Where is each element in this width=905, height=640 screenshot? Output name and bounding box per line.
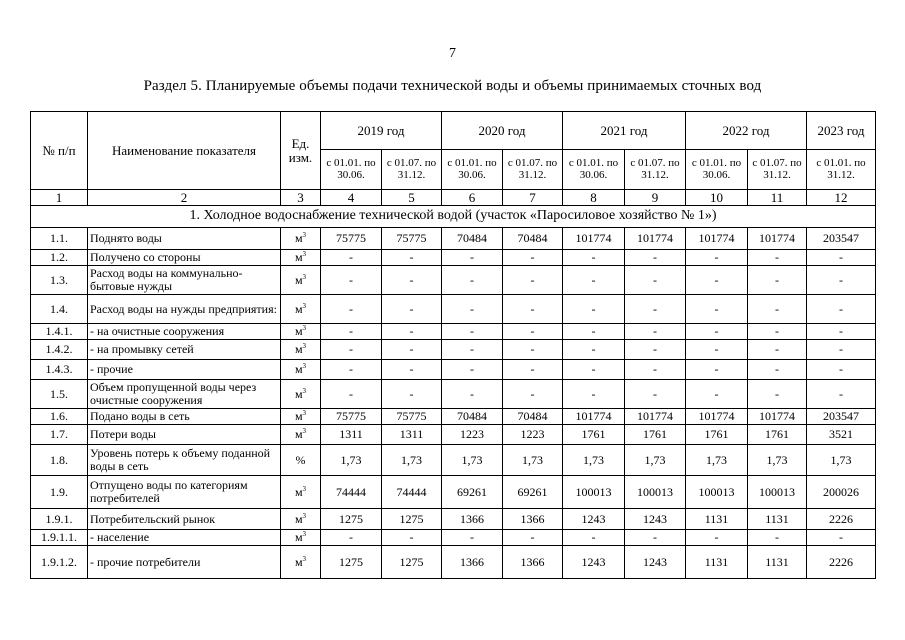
row-value: 75775 (321, 228, 382, 250)
row-value: - (321, 380, 382, 409)
row-number: 1.4.1. (31, 324, 88, 340)
row-unit (281, 228, 321, 250)
row-value: 75775 (321, 409, 382, 425)
unit-exponent: 3 (302, 484, 307, 493)
header-period: с 01.01. по 31.12. (807, 150, 876, 190)
row-value: - (442, 266, 503, 295)
row-value: 1,73 (382, 445, 442, 476)
row-number: 1.4.3. (31, 360, 88, 380)
row-value: 1,73 (442, 445, 503, 476)
row-unit (281, 266, 321, 295)
row-value: 75775 (382, 228, 442, 250)
row-number: 1.6. (31, 409, 88, 425)
row-value: 1366 (442, 509, 503, 530)
row-value: - (442, 324, 503, 340)
header-period: с 01.07. по 31.12. (748, 150, 807, 190)
row-indicator-name: Потери воды (88, 425, 281, 445)
table-row (31, 476, 876, 509)
row-value: - (382, 266, 442, 295)
column-number: 12 (807, 190, 876, 206)
row-value: 1,73 (807, 445, 876, 476)
row-value: 101774 (625, 228, 686, 250)
row-value: 70484 (442, 409, 503, 425)
table-row (31, 509, 876, 530)
table-row (31, 340, 876, 360)
row-value: 69261 (442, 476, 503, 509)
unit-base: м (294, 250, 303, 265)
row-value: 1223 (503, 425, 563, 445)
row-value: - (382, 295, 442, 324)
row-value: - (321, 295, 382, 324)
row-value: - (625, 250, 686, 266)
column-number: 1 (31, 190, 88, 206)
row-value: - (563, 380, 625, 409)
row-value: - (503, 324, 563, 340)
row-indicator-name: Поднято воды (88, 228, 281, 250)
column-number: 2 (88, 190, 281, 206)
row-value: - (503, 250, 563, 266)
header-num: № п/п (31, 112, 88, 190)
row-unit (281, 476, 321, 509)
row-indicator-name: - на очистные сооружения (88, 324, 281, 340)
row-value: 1311 (321, 425, 382, 445)
row-value: - (382, 360, 442, 380)
unit-base: м (294, 427, 303, 442)
row-number: 1.1. (31, 228, 88, 250)
row-value: - (625, 295, 686, 324)
row-value: 100013 (563, 476, 625, 509)
row-value: 101774 (686, 409, 748, 425)
row-value: 101774 (625, 409, 686, 425)
table-row (31, 250, 876, 266)
column-number: 9 (625, 190, 686, 206)
row-value: 70484 (442, 228, 503, 250)
row-number: 1.9.1.2. (31, 546, 88, 579)
row-value: 1275 (382, 546, 442, 579)
row-value: 1,73 (748, 445, 807, 476)
row-number: 1.5. (31, 380, 88, 409)
row-value: - (686, 380, 748, 409)
row-indicator-name: Расход воды на коммунально-бытовые нужды (88, 266, 281, 295)
row-value: - (442, 530, 503, 546)
row-value: 1131 (686, 546, 748, 579)
row-value: 1366 (442, 546, 503, 579)
row-value: - (748, 324, 807, 340)
row-indicator-name: - прочие потребители (88, 546, 281, 579)
unit-base: м (294, 324, 303, 339)
row-value: - (686, 324, 748, 340)
column-number: 4 (321, 190, 382, 206)
row-value: 1311 (382, 425, 442, 445)
column-number-row (31, 190, 876, 206)
row-value: - (686, 360, 748, 380)
header-year: 2022 год (686, 112, 807, 150)
row-indicator-name: - на промывку сетей (88, 340, 281, 360)
row-number: 1.7. (31, 425, 88, 445)
row-value: - (563, 530, 625, 546)
header-year: 2020 год (442, 112, 563, 150)
table-row (31, 228, 876, 250)
row-value: - (563, 340, 625, 360)
header-period: с 01.07. по 31.12. (382, 150, 442, 190)
row-indicator-name: Объем пропущенной воды через очистные сооружения (88, 380, 281, 409)
header-period: с 01.01. по 30.06. (563, 150, 625, 190)
unit-exponent: 3 (302, 409, 307, 418)
row-value: 1243 (625, 509, 686, 530)
row-value: - (563, 250, 625, 266)
row-value: 1761 (625, 425, 686, 445)
table-row (31, 360, 876, 380)
unit-exponent: 3 (302, 324, 307, 333)
table-row (31, 324, 876, 340)
row-value: - (807, 324, 876, 340)
row-value: - (321, 266, 382, 295)
row-value: - (442, 250, 503, 266)
row-value: - (748, 250, 807, 266)
row-value: 75775 (382, 409, 442, 425)
row-value: 1243 (563, 546, 625, 579)
unit-exponent: 3 (302, 250, 307, 259)
row-indicator-name: Отпущено воды по категориям потребителей (88, 476, 281, 509)
unit-base: м (294, 484, 303, 499)
column-number: 5 (382, 190, 442, 206)
header-period: с 01.01. по 30.06. (321, 150, 382, 190)
row-value: - (563, 295, 625, 324)
row-value: 1,73 (625, 445, 686, 476)
table-row (31, 266, 876, 295)
row-value: - (625, 340, 686, 360)
row-indicator-name: Уровень потерь к объему поданной воды в сеть (88, 445, 281, 476)
row-unit (281, 425, 321, 445)
table-row (31, 445, 876, 476)
row-indicator-name: - население (88, 530, 281, 546)
row-unit (281, 324, 321, 340)
row-value: 101774 (563, 228, 625, 250)
page-number: 7 (449, 46, 456, 61)
row-unit (281, 340, 321, 360)
header-year: 2023 год (807, 112, 876, 150)
row-value: - (748, 360, 807, 380)
column-number: 10 (686, 190, 748, 206)
unit-exponent: 3 (302, 427, 307, 436)
unit-exponent: 3 (302, 342, 307, 351)
row-value: - (686, 250, 748, 266)
row-value: 1366 (503, 546, 563, 579)
row-value: - (321, 324, 382, 340)
row-unit (281, 409, 321, 425)
row-value: - (625, 360, 686, 380)
row-number: 1.8. (31, 445, 88, 476)
row-value: 74444 (321, 476, 382, 509)
unit-exponent: 3 (302, 530, 307, 539)
column-number: 7 (503, 190, 563, 206)
column-number: 6 (442, 190, 503, 206)
unit-base: м (294, 511, 303, 526)
row-value: - (807, 250, 876, 266)
row-value: 1131 (748, 546, 807, 579)
row-value: - (748, 295, 807, 324)
row-value: 1275 (321, 546, 382, 579)
row-value: 100013 (748, 476, 807, 509)
row-value: - (503, 295, 563, 324)
row-unit (281, 250, 321, 266)
unit-exponent: 3 (302, 386, 307, 395)
row-unit (281, 380, 321, 409)
row-value: - (382, 340, 442, 360)
row-value: - (503, 380, 563, 409)
table-row (31, 425, 876, 445)
row-value: - (442, 360, 503, 380)
unit-exponent: 3 (302, 362, 307, 371)
row-number: 1.9.1. (31, 509, 88, 530)
unit-base: м (294, 409, 303, 424)
row-value: - (748, 340, 807, 360)
row-value: 1275 (382, 509, 442, 530)
row-value: - (321, 250, 382, 266)
table-row (31, 546, 876, 579)
unit-base: м (294, 554, 303, 569)
row-indicator-name: Получено со стороны (88, 250, 281, 266)
row-value: - (625, 380, 686, 409)
header-year: 2021 год (563, 112, 686, 150)
header-unit: Ед. изм. (281, 112, 321, 190)
row-value: - (686, 530, 748, 546)
row-value: - (563, 360, 625, 380)
row-value: 1243 (625, 546, 686, 579)
row-value: 1761 (563, 425, 625, 445)
section-row (31, 206, 876, 228)
document-title: Раздел 5. Планируемые объемы подачи технической воды и объемы принимаемых сточных вод (143, 78, 762, 94)
header-period: с 01.07. по 31.12. (625, 150, 686, 190)
row-value: - (686, 295, 748, 324)
row-value: 70484 (503, 409, 563, 425)
unit-exponent: 3 (302, 272, 307, 281)
row-value: 1,73 (563, 445, 625, 476)
row-number: 1.4.2. (31, 340, 88, 360)
row-value: 101774 (686, 228, 748, 250)
row-value: - (321, 360, 382, 380)
row-value: 2226 (807, 546, 876, 579)
row-value: - (503, 360, 563, 380)
row-value: 101774 (748, 228, 807, 250)
row-value: - (748, 266, 807, 295)
column-number: 3 (281, 190, 321, 206)
row-value: 100013 (686, 476, 748, 509)
row-value: 1131 (686, 509, 748, 530)
table-header (31, 112, 876, 206)
unit-base: м (294, 301, 303, 316)
row-value: 1761 (748, 425, 807, 445)
row-value: - (382, 530, 442, 546)
unit-exponent: 3 (302, 511, 307, 520)
row-value: - (625, 324, 686, 340)
row-value: - (748, 380, 807, 409)
row-value: 69261 (503, 476, 563, 509)
unit-exponent: 3 (302, 301, 307, 310)
row-number: 1.3. (31, 266, 88, 295)
row-value: 101774 (748, 409, 807, 425)
row-value: - (382, 324, 442, 340)
row-unit (281, 360, 321, 380)
row-value: - (807, 295, 876, 324)
unit-base: м (294, 530, 303, 545)
row-indicator-name: - прочие (88, 360, 281, 380)
row-value: - (625, 530, 686, 546)
column-number: 8 (563, 190, 625, 206)
header-period: с 01.01. по 30.06. (442, 150, 503, 190)
unit-base: м (294, 272, 303, 287)
row-value: 1243 (563, 509, 625, 530)
unit-exponent: 3 (302, 231, 307, 240)
row-value: 1761 (686, 425, 748, 445)
row-unit: % (281, 445, 321, 476)
row-value: - (807, 266, 876, 295)
row-value: - (807, 530, 876, 546)
row-value: - (321, 340, 382, 360)
row-value: 100013 (625, 476, 686, 509)
row-number: 1.9. (31, 476, 88, 509)
header-year: 2019 год (321, 112, 442, 150)
row-value: 101774 (563, 409, 625, 425)
row-value: - (748, 530, 807, 546)
row-value: 200026 (807, 476, 876, 509)
unit-base: м (294, 386, 303, 401)
row-number: 1.4. (31, 295, 88, 324)
row-unit (281, 546, 321, 579)
row-value: - (442, 380, 503, 409)
row-number: 1.9.1.1. (31, 530, 88, 546)
row-value: 1223 (442, 425, 503, 445)
section-title: 1. Холодное водоснабжение технической водой (участок «Паросиловое хозяйство № 1») (31, 206, 876, 228)
row-unit (281, 530, 321, 546)
row-value: - (563, 266, 625, 295)
row-value: 70484 (503, 228, 563, 250)
unit-exponent: 3 (302, 554, 307, 563)
header-name: Наименование показателя (88, 112, 281, 190)
row-value: 203547 (807, 409, 876, 425)
row-value: 1366 (503, 509, 563, 530)
row-value: - (442, 340, 503, 360)
row-value: 1131 (748, 509, 807, 530)
row-value: - (503, 340, 563, 360)
row-value: 74444 (382, 476, 442, 509)
row-unit (281, 295, 321, 324)
row-unit (281, 509, 321, 530)
table-row (31, 530, 876, 546)
row-value: - (382, 380, 442, 409)
row-indicator-name: Подано воды в сеть (88, 409, 281, 425)
row-value: - (625, 266, 686, 295)
row-indicator-name: Потребительский рынок (88, 509, 281, 530)
row-value: - (686, 266, 748, 295)
header-period: с 01.07. по 31.12. (503, 150, 563, 190)
column-number: 11 (748, 190, 807, 206)
row-number: 1.2. (31, 250, 88, 266)
row-value: 1,73 (686, 445, 748, 476)
table-row (31, 380, 876, 409)
row-value: - (807, 380, 876, 409)
row-value: - (686, 340, 748, 360)
row-indicator-name: Расход воды на нужды предприятия: (88, 295, 281, 324)
row-value: 2226 (807, 509, 876, 530)
row-value: - (503, 266, 563, 295)
row-value: 203547 (807, 228, 876, 250)
unit-base: м (294, 342, 303, 357)
table-row (31, 295, 876, 324)
row-value: - (563, 324, 625, 340)
row-value: 1,73 (503, 445, 563, 476)
data-table (30, 111, 876, 579)
unit-base: м (294, 231, 303, 246)
table-row (31, 409, 876, 425)
row-value: - (807, 340, 876, 360)
row-value: 3521 (807, 425, 876, 445)
table-body (31, 206, 876, 579)
row-value: - (321, 530, 382, 546)
row-value: 1,73 (321, 445, 382, 476)
row-value: 1275 (321, 509, 382, 530)
unit-base: м (294, 362, 303, 377)
row-value: - (442, 295, 503, 324)
row-value: - (503, 530, 563, 546)
header-period: с 01.01. по 30.06. (686, 150, 748, 190)
row-value: - (382, 250, 442, 266)
row-value: - (807, 360, 876, 380)
